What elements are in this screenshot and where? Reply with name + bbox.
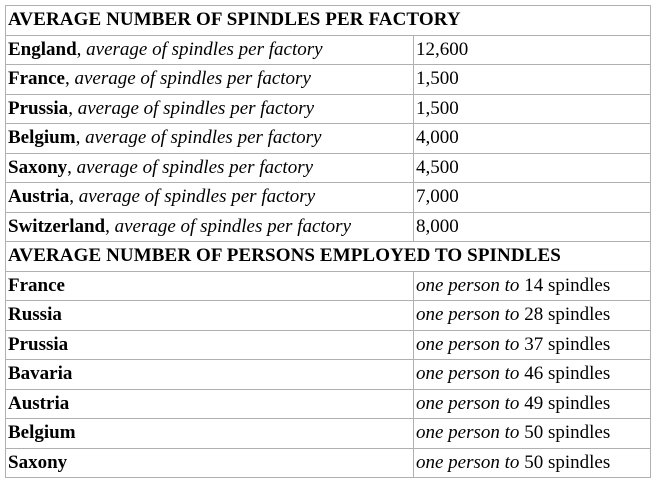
ratio-prefix: one person to — [416, 422, 520, 444]
section-title-persons-to-spindles: AVERAGE NUMBER OF PERSONS EMPLOYED TO SPINDLES — [6, 242, 651, 272]
ratio-value: 50 spindles — [524, 451, 611, 473]
ratio-value: 49 spindles — [524, 392, 611, 414]
country-name: Saxony — [8, 156, 68, 178]
value-cell: 7,000 — [414, 183, 651, 213]
country-name: Prussia — [8, 97, 69, 119]
table-row — [6, 94, 651, 124]
country-name: Prussia — [6, 330, 414, 360]
table-row — [6, 419, 651, 449]
ratio-prefix: one person to — [416, 392, 520, 414]
label-cell: Switzerland, average of spindles per factory — [6, 212, 414, 242]
spindles-table — [5, 5, 651, 478]
country-name: Austria — [6, 389, 414, 419]
label-cell: Prussia, average of spindles per factory — [6, 94, 414, 124]
ratio-value: 14 spindles — [524, 274, 611, 296]
country-name: Belgium — [8, 127, 76, 149]
ratio-prefix: one person to — [416, 451, 520, 473]
country-name: Russia — [6, 301, 414, 331]
ratio-prefix: one person to — [416, 333, 520, 355]
ratio-cell — [414, 448, 651, 478]
ratio-cell — [414, 389, 651, 419]
ratio-value: 46 spindles — [524, 363, 611, 385]
table-row — [6, 330, 651, 360]
label-cell: Saxony, average of spindles per factory — [6, 153, 414, 183]
row-description: average of spindles per factory — [74, 68, 311, 90]
section-header-row — [6, 242, 651, 272]
label-cell: England, average of spindles per factory — [6, 35, 414, 65]
row-description: average of spindles per factory — [76, 156, 314, 178]
country-name: Austria — [8, 186, 70, 208]
row-description: average of spindles per factory — [86, 38, 323, 60]
value-cell: 4,500 — [414, 153, 651, 183]
table-row — [6, 65, 651, 95]
label-cell: Belgium, average of spindles per factory — [6, 124, 414, 154]
label-cell: France, average of spindles per factory — [6, 65, 414, 95]
value-cell: 4,000 — [414, 124, 651, 154]
label-cell: Austria, average of spindles per factory — [6, 183, 414, 213]
table-row — [6, 212, 651, 242]
country-name: Bavaria — [6, 360, 414, 390]
table-row — [6, 301, 651, 331]
country-name: England — [8, 38, 77, 60]
ratio-cell — [414, 301, 651, 331]
ratio-value: 37 spindles — [524, 333, 611, 355]
table-row — [6, 271, 651, 301]
country-name: Switzerland — [8, 215, 106, 237]
table-row — [6, 360, 651, 390]
row-description: average of spindles per factory — [85, 127, 322, 149]
country-name: Belgium — [6, 419, 414, 449]
table-row — [6, 153, 651, 183]
country-name: Saxony — [6, 448, 414, 478]
ratio-value: 28 spindles — [524, 304, 611, 326]
ratio-prefix: one person to — [416, 304, 520, 326]
ratio-cell — [414, 419, 651, 449]
country-name: France — [8, 68, 65, 90]
row-description: average of spindles per factory — [78, 186, 316, 208]
value-cell: 1,500 — [414, 94, 651, 124]
ratio-value: 50 spindles — [524, 422, 611, 444]
ratio-cell — [414, 360, 651, 390]
country-name: France — [6, 271, 414, 301]
section-title-spindles-per-factory: AVERAGE NUMBER OF SPINDLES PER FACTORY — [6, 6, 651, 36]
ratio-cell — [414, 330, 651, 360]
table-row — [6, 35, 651, 65]
value-cell: 1,500 — [414, 65, 651, 95]
ratio-prefix: one person to — [416, 363, 520, 385]
ratio-prefix: one person to — [416, 274, 520, 296]
value-cell: 12,600 — [414, 35, 651, 65]
table-row — [6, 124, 651, 154]
section-header-row — [6, 6, 651, 36]
table-row — [6, 183, 651, 213]
table-row — [6, 448, 651, 478]
row-description: average of spindles per factory — [77, 97, 315, 119]
ratio-cell — [414, 271, 651, 301]
value-cell: 8,000 — [414, 212, 651, 242]
table-row — [6, 389, 651, 419]
row-description: average of spindles per factory — [114, 215, 352, 237]
